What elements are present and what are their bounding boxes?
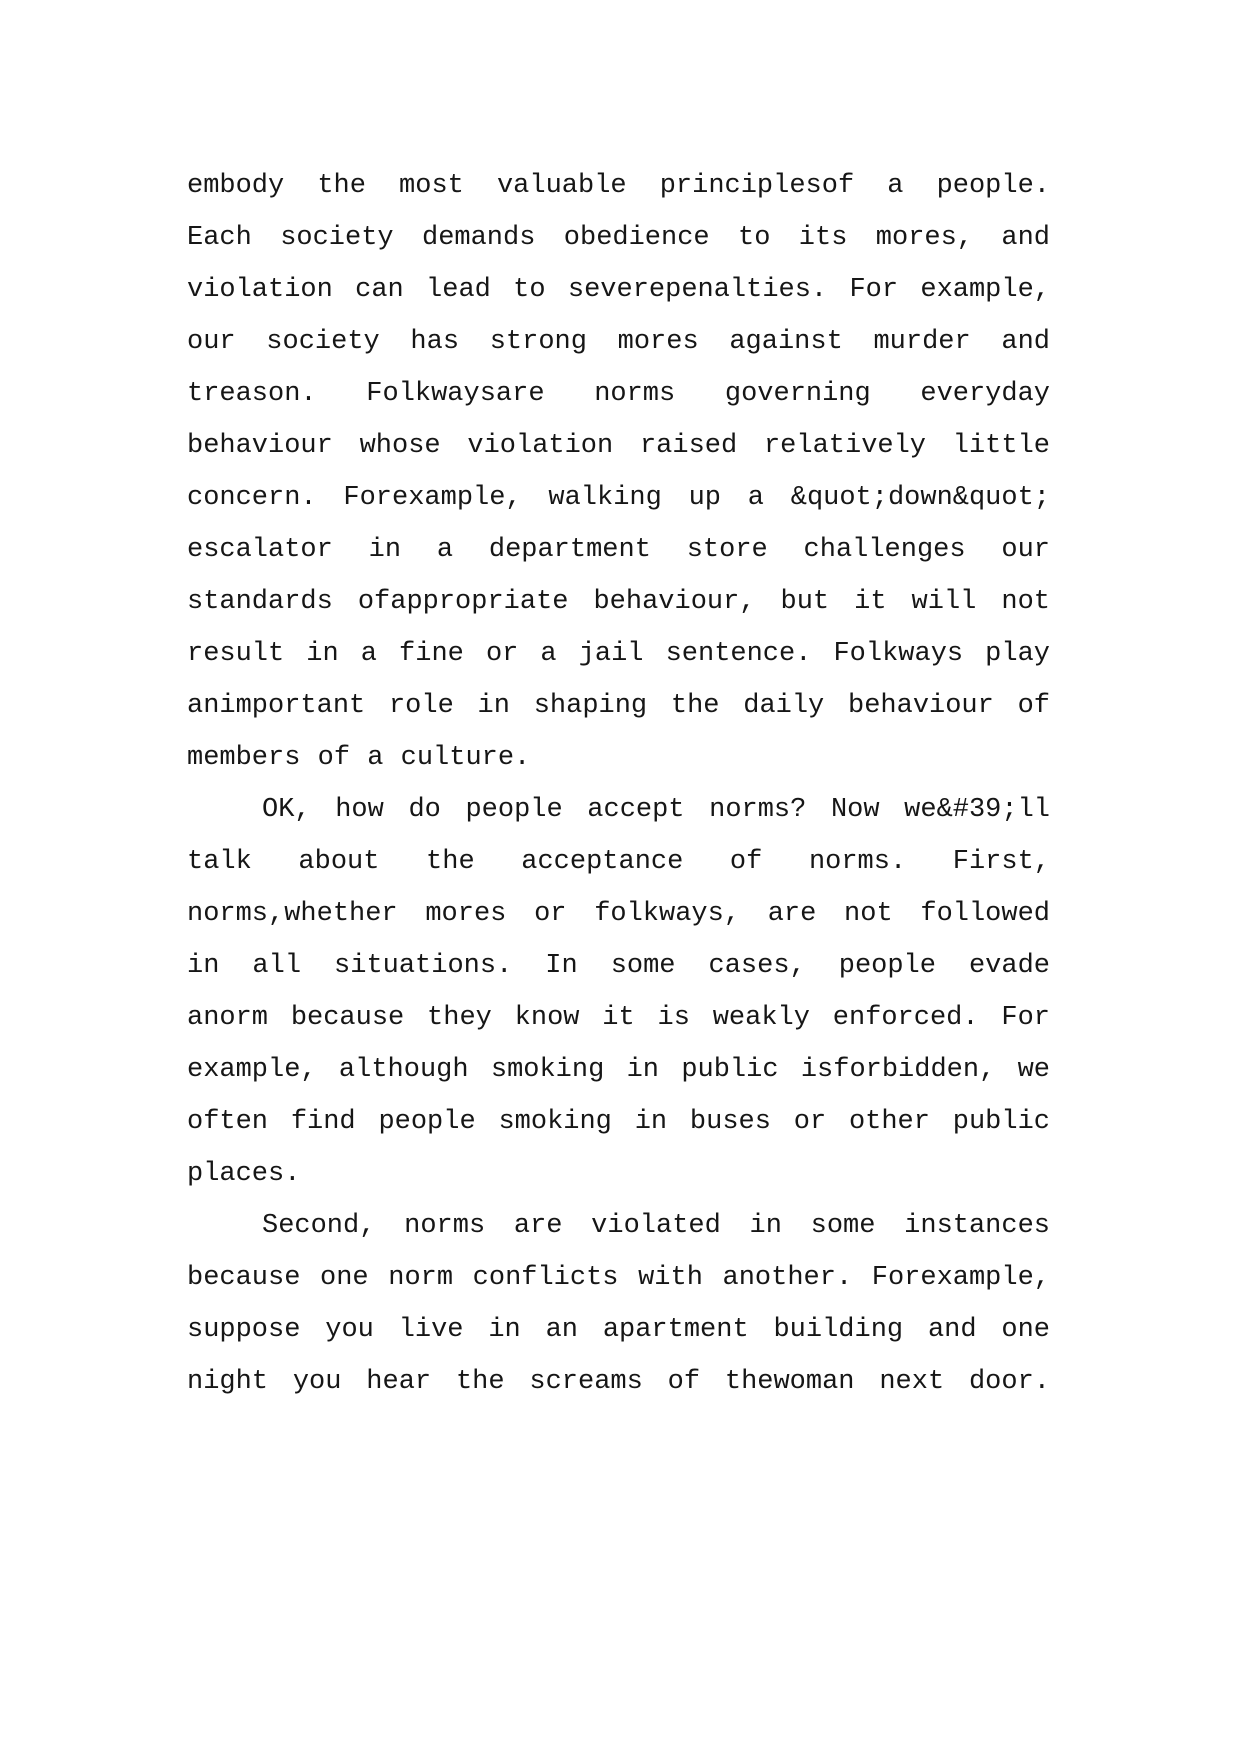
text-line: OK, how do people accept norms? Now we&#39;ll [262, 795, 1050, 825]
text-line: talk about the acceptance of norms. First, [187, 847, 1050, 877]
text-line: anorm because they know it is weakly enforced. For [187, 1003, 1050, 1033]
text-line: violation can lead to severepenalties. For example, [187, 275, 1050, 305]
paragraph [187, 160, 1050, 784]
text-line: escalator in a department store challenges our [187, 535, 1050, 565]
text-line: standards ofappropriate behaviour, but it will not [187, 587, 1050, 617]
text-line: because one norm conflicts with another. Forexample, [187, 1263, 1050, 1293]
text-line: concern. Forexample, walking up a &quot;down&quot; [187, 483, 1050, 513]
text-line: Second, norms are violated in some instances [262, 1211, 1050, 1241]
text-line: our society has strong mores against murder and [187, 327, 1050, 357]
text-line: norms,whether mores or folkways, are not followed [187, 899, 1050, 929]
paragraph [187, 1200, 1050, 1408]
text-line: often find people smoking in buses or other public [187, 1107, 1050, 1137]
text-line: embody the most valuable principlesof a people. [187, 171, 1050, 201]
text-line: in all situations. In some cases, people evade [187, 951, 1050, 981]
text-line: animportant role in shaping the daily behaviour of [187, 691, 1050, 721]
document-body [187, 160, 1050, 1408]
text-line: behaviour whose violation raised relatively little [187, 431, 1050, 461]
paragraph [187, 784, 1050, 1200]
text-line: places. [187, 1159, 301, 1189]
text-line: treason. Folkwaysare norms governing everyday [187, 379, 1050, 409]
text-line: night you hear the screams of thewoman next door. [187, 1367, 1050, 1397]
text-line: result in a fine or a jail sentence. Folkways play [187, 639, 1050, 669]
text-line: suppose you live in an apartment building and one [187, 1315, 1050, 1345]
text-line: members of a culture. [187, 743, 531, 773]
text-line: Each society demands obedience to its mores, and [187, 223, 1050, 253]
text-line: example, although smoking in public isforbidden, we [187, 1055, 1050, 1085]
